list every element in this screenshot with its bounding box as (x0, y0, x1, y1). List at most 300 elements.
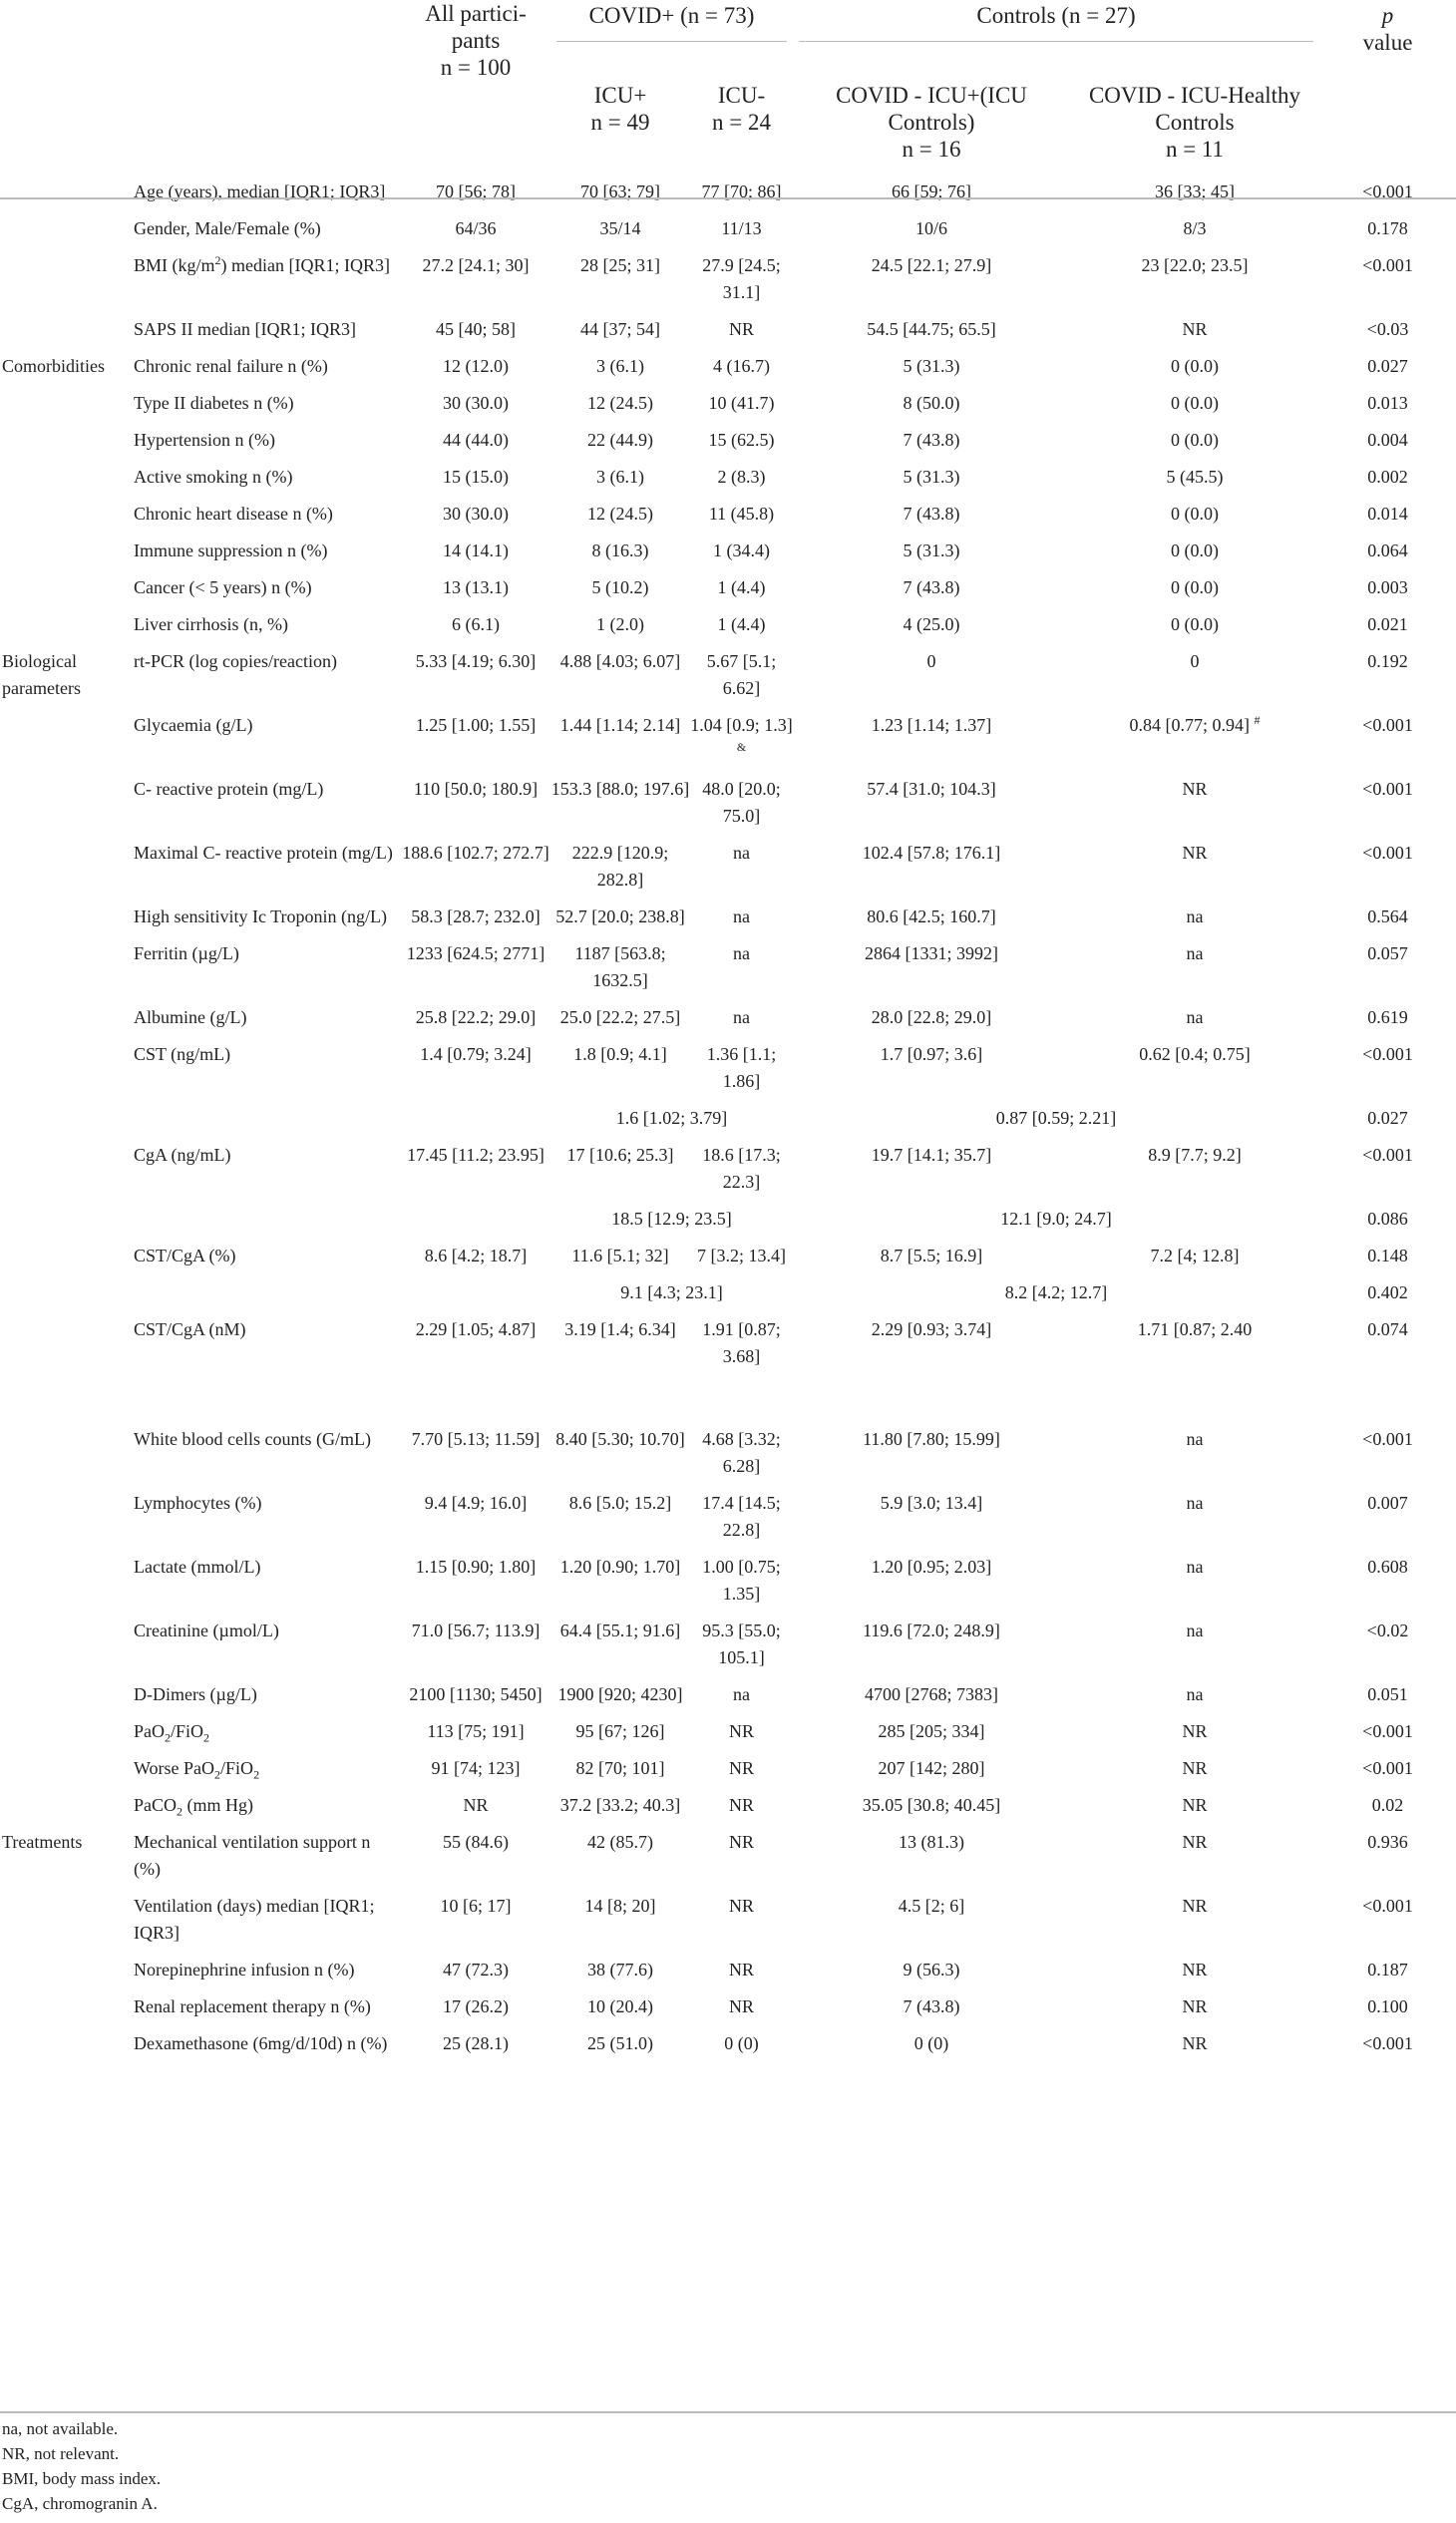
row-variable: Chronic renal failure n (%) (134, 356, 328, 376)
row-variable: Lymphocytes (%) (134, 1493, 262, 1513)
table-row (0, 1142, 1456, 1206)
cell-p-value: 0.564 (1367, 906, 1408, 926)
cell-all: 12 (12.0) (443, 356, 509, 376)
cell-covid-neg-healthy: 7.2 [4; 12.8] (1150, 1246, 1240, 1265)
cell-all (401, 1105, 550, 1142)
cell-covid-neg-healthy: 0.84 [0.77; 0.94] # (1129, 713, 1261, 735)
cell-covid-neg-icu: 4.5 [2; 6] (898, 1896, 965, 1916)
cell-covid-neg-healthy: NR (1182, 1721, 1208, 1741)
table-row (0, 390, 1456, 427)
cell-icu-negative: 1.91 [0.87; 3.68] (702, 1319, 781, 1366)
cell-all: 13 (13.1) (443, 577, 509, 597)
cell-icu-negative: 77 [70; 86] (701, 181, 782, 201)
cell-p-value: 0.074 (1367, 1319, 1408, 1339)
cell-icu-positive: 10 (20.4) (587, 1996, 653, 2016)
row-variable: Lactate (mmol/L) (134, 1557, 261, 1577)
row-variable: Hypertension n (%) (134, 430, 275, 450)
table-row (0, 316, 1456, 353)
cell-icu-positive: 64.4 [55.1; 91.6] (559, 1621, 681, 1640)
row-variable (130, 1206, 401, 1243)
cell-covid-neg-icu: 2.29 [0.93; 3.74] (871, 1319, 992, 1339)
cell-covid-combined: 18.5 [12.9; 23.5] (611, 1209, 732, 1229)
cell-p-value: 0.100 (1367, 1996, 1408, 2016)
cell-covid-neg-healthy: NR (1182, 1795, 1208, 1815)
row-variable: Glycaemia (g/L) (134, 715, 253, 735)
cell-covid-neg-healthy: NR (1182, 779, 1208, 799)
cell-icu-negative: NR (728, 1832, 754, 1852)
table-row (0, 1718, 1456, 1755)
row-category: Comorbidities (2, 356, 105, 376)
cell-icu-positive: 5 (10.2) (591, 577, 649, 597)
cell-icu-negative: 0 (0) (724, 2033, 759, 2053)
cell-p-value: 0.086 (1367, 1209, 1408, 1229)
cell-covid-neg-icu: 66 [59; 76] (892, 181, 971, 201)
table-row (0, 1426, 1456, 1490)
cell-covid-neg-icu: 80.6 [42.5; 160.7] (867, 906, 996, 926)
row-variable: High sensitivity Ic Troponin (ng/L) (134, 906, 388, 926)
table-row (0, 1554, 1456, 1618)
cell-covid-neg-healthy: 1.71 [0.87; 2.40 (1137, 1319, 1253, 1339)
table-body (0, 163, 1456, 2067)
cell-p-value: <0.03 (1366, 319, 1409, 339)
table-row (0, 574, 1456, 611)
row-category (0, 316, 130, 353)
header-all-participants: All partici- pants n = 100 (425, 1, 527, 80)
cell-icu-negative: 11/13 (721, 218, 762, 238)
table-row (0, 1041, 1456, 1105)
cell-covid-neg-icu: 285 [205; 334] (878, 1721, 985, 1741)
cell-p-value: 0.002 (1367, 467, 1408, 487)
cell-covid-neg-icu: 8 (50.0) (903, 393, 960, 413)
cell-all: NR (463, 1795, 489, 1815)
table-row (0, 776, 1456, 840)
cell-p-value: 0.064 (1367, 541, 1408, 560)
row-variable: Immune suppression n (%) (134, 541, 328, 560)
cell-all: 25 (28.1) (443, 2033, 509, 2053)
row-variable: PaCO$_2$ (mm Hg) (134, 1795, 254, 1819)
cell-icu-positive: 70 [63; 79] (580, 181, 660, 201)
footnote: CgA, chromogranin A. (2, 2494, 158, 2513)
cell-covid-neg-healthy: 5 (45.5) (1166, 467, 1224, 487)
cell-icu-positive: 28 [25; 31] (580, 255, 660, 275)
header-rule (0, 197, 1456, 199)
row-category (0, 2030, 130, 2067)
footnote: NR, not relevant. (2, 2444, 120, 2463)
cell-icu-negative: NR (728, 319, 754, 339)
table-row (0, 1490, 1456, 1554)
header-covid-neg-healthy-controls: COVID - ICU-Healthy Controls n = 11 (1088, 83, 1301, 162)
cell-p-value: 0.178 (1367, 218, 1408, 238)
cell-icu-negative: NR (728, 1896, 754, 1916)
cell-covid-neg-icu: 5 (31.3) (903, 541, 960, 560)
row-category (0, 712, 130, 776)
row-category (0, 1490, 130, 1554)
cell-covid-neg-icu: 57.4 [31.0; 104.3] (867, 779, 996, 799)
cell-all: 113 [75; 191] (427, 1721, 525, 1741)
table-row (0, 1618, 1456, 1681)
cell-p-value: 0.014 (1367, 504, 1408, 524)
row-category (0, 1681, 130, 1718)
row-variable: BMI $(kg/m^2)$ median [IQR1; IQR3] (134, 253, 390, 275)
cell-all: 188.6 [102.7; 272.7] (402, 843, 549, 863)
cell-icu-positive: 42 (85.7) (587, 1832, 653, 1852)
cell-icu-negative: 15 (62.5) (708, 430, 775, 450)
cell-icu-positive: 35/14 (599, 218, 641, 238)
table-row (0, 1316, 1456, 1380)
cell-icu-negative: na (733, 906, 750, 926)
cell-p-value: <0.001 (1362, 1896, 1413, 1916)
row-variable: White blood cells counts (G/mL) (134, 1429, 371, 1449)
cell-all: 64/36 (455, 218, 497, 238)
row-category (0, 538, 130, 574)
cell-icu-negative: 1 (4.4) (717, 577, 766, 597)
cell-p-value: <0.001 (1362, 181, 1413, 201)
row-category (0, 1243, 130, 1279)
cell-all: 91 [74; 123] (431, 1758, 521, 1778)
row-category (0, 1755, 130, 1792)
row-category: Biological parameters (2, 651, 81, 698)
cell-all: 5.33 [4.19; 6.30] (415, 651, 537, 671)
table-row (0, 1243, 1456, 1279)
table-row (0, 1792, 1456, 1829)
cell-icu-positive: 52.7 [20.0; 238.8] (555, 906, 685, 926)
cell-covid-neg-icu: 13 (81.3) (899, 1832, 964, 1852)
row-variable: CST/CgA (nM) (134, 1319, 246, 1339)
row-category (0, 1426, 130, 1490)
row-variable: SAPS II median [IQR1; IQR3] (134, 319, 356, 339)
cell-p-value: 0.187 (1367, 1960, 1408, 1980)
row-category (0, 1041, 130, 1105)
cell-covid-neg-healthy: na (1186, 1621, 1204, 1640)
row-category (0, 1718, 130, 1755)
cell-p-value: 0.936 (1367, 1832, 1408, 1852)
cell-icu-positive: 25.0 [22.2; 27.5] (559, 1007, 681, 1027)
row-variable: Mechanical ventilation support n (%) (134, 1832, 371, 1879)
cell-all: 30 (30.0) (443, 393, 509, 413)
cell-covid-neg-healthy: na (1186, 1684, 1204, 1704)
cell-icu-negative: na (733, 1007, 750, 1027)
table-row (0, 353, 1456, 390)
cell-covid-neg-icu: 5.9 [3.0; 13.4] (880, 1493, 983, 1513)
cell-covid-neg-healthy: 0 (0.0) (1171, 504, 1219, 524)
cell-icu-positive: 153.3 [88.0; 197.6] (550, 779, 690, 799)
cell-icu-negative: na (733, 943, 750, 963)
cell-all: 9.4 [4.9; 16.0] (424, 1493, 528, 1513)
cell-all: 55 (84.6) (443, 1832, 509, 1852)
table-row (0, 648, 1456, 712)
row-category (0, 611, 130, 648)
row-variable: Dexamethasone (6mg/d/10d) n (%) (134, 2033, 388, 2053)
row-category (0, 1792, 130, 1829)
cell-all: 27.2 [24.1; 30] (422, 255, 530, 275)
row-category (0, 1279, 130, 1316)
cell-covid-neg-healthy: 0.62 [0.4; 0.75] (1139, 1044, 1251, 1064)
cell-covid-neg-icu: 5 (31.3) (903, 356, 960, 376)
row-category (0, 1316, 130, 1380)
cell-covid-neg-healthy: 8/3 (1183, 218, 1207, 238)
cell-icu-negative: 5.67 [5.1; 6.62] (706, 651, 777, 698)
cell-icu-negative: 4 (16.7) (713, 356, 770, 376)
table-row (0, 427, 1456, 464)
row-category (0, 252, 130, 316)
row-category (0, 940, 130, 1004)
cell-covid-neg-icu: 24.5 [22.1; 27.9] (871, 255, 992, 275)
cell-icu-negative: 1.00 [0.75; 1.35] (702, 1557, 781, 1604)
row-variable: Albumine (g/L) (134, 1007, 247, 1027)
cell-icu-positive: 3.19 [1.4; 6.34] (564, 1319, 676, 1339)
cell-covid-neg-healthy: NR (1182, 319, 1208, 339)
row-variable (130, 1279, 401, 1316)
row-category (0, 1105, 130, 1142)
cell-p-value: 0.608 (1367, 1557, 1408, 1577)
header-p-value: p value (1362, 3, 1413, 55)
cell-p-value: <0.001 (1362, 843, 1413, 863)
cell-icu-positive: 12 (24.5) (587, 393, 653, 413)
cell-covid-neg-healthy: 0 (0.0) (1171, 577, 1219, 597)
row-variable: CgA (ng/mL) (134, 1145, 231, 1165)
header-covid-neg-icu-controls: COVID - ICU+(ICU Controls) n = 16 (836, 83, 1027, 162)
cell-covid-neg-healthy: NR (1182, 1960, 1208, 1980)
cell-all: 25.8 [22.2; 29.0] (415, 1007, 537, 1027)
cell-p-value: 0.619 (1367, 1007, 1408, 1027)
cell-covid-neg-healthy: na (1186, 1429, 1204, 1449)
row-category (0, 1142, 130, 1206)
cell-p-value: 0.013 (1367, 393, 1408, 413)
cell-covid-neg-healthy: na (1186, 1557, 1204, 1577)
row-category (0, 1004, 130, 1041)
table-row (0, 1993, 1456, 2030)
row-variable: C- reactive protein (mg/L) (134, 779, 324, 799)
row-category (0, 1618, 130, 1681)
cell-all: 1.4 [0.79; 3.24] (420, 1044, 532, 1064)
cell-icu-positive: 44 [37; 54] (580, 319, 660, 339)
cell-all: 14 (14.1) (443, 541, 509, 560)
cell-covid-neg-healthy: na (1186, 1007, 1204, 1027)
cell-icu-negative: NR (728, 1996, 754, 2016)
table-row (0, 252, 1456, 316)
row-category (0, 574, 130, 611)
cell-all: 17 (26.2) (443, 1996, 509, 2016)
cell-icu-negative: 11 (45.8) (708, 504, 775, 524)
row-variable: Ferritin (µg/L) (134, 943, 239, 963)
cell-all: 71.0 [56.7; 113.9] (411, 1621, 541, 1640)
table-header (0, 0, 1456, 163)
row-category (0, 215, 130, 252)
cell-icu-negative: NR (728, 1960, 754, 1980)
cell-p-value: 0.004 (1367, 430, 1408, 450)
cell-covid-neg-healthy: 0 (0.0) (1171, 614, 1219, 634)
cell-controls-combined: 12.1 [9.0; 24.7] (1000, 1209, 1112, 1229)
cell-all: 1.25 [1.00; 1.55] (415, 715, 537, 735)
cell-covid-neg-healthy: 0 (0.0) (1171, 356, 1219, 376)
cell-icu-positive: 8.6 [5.0; 15.2] (568, 1493, 672, 1513)
row-category (0, 1554, 130, 1618)
cell-covid-neg-healthy: 0 (0.0) (1171, 430, 1219, 450)
cell-covid-neg-healthy: na (1186, 1493, 1204, 1513)
cell-all: 8.6 [4.2; 18.7] (424, 1246, 528, 1265)
row-category (0, 1993, 130, 2030)
cell-icu-negative: NR (728, 1795, 754, 1815)
cell-icu-positive: 17 [10.6; 25.3] (566, 1145, 674, 1165)
cell-all: 30 (30.0) (443, 504, 509, 524)
cell-icu-positive: 8.40 [5.30; 10.70] (555, 1429, 685, 1449)
row-category (0, 1206, 130, 1243)
cell-icu-positive: 1.8 [0.9; 4.1] (573, 1044, 667, 1064)
cell-icu-positive: 1 (2.0) (596, 614, 644, 634)
cell-p-value: <0.02 (1366, 1621, 1409, 1640)
cell-icu-positive: 82 [70; 101] (575, 1758, 665, 1778)
cell-p-value: 0.192 (1367, 651, 1408, 671)
cell-covid-neg-icu: 19.7 [14.1; 35.7] (871, 1145, 992, 1165)
cell-all: 6 (6.1) (452, 614, 500, 634)
row-category (0, 1957, 130, 1993)
cell-icu-positive: 11.6 [5.1; 32] (571, 1246, 669, 1265)
cell-p-value: <0.001 (1362, 1758, 1413, 1778)
row-variable: Liver cirrhosis (n, %) (134, 614, 288, 634)
row-variable: Age (years), median [IQR1; IQR3] (134, 181, 386, 201)
row-variable: D-Dimers (µg/L) (134, 1684, 257, 1704)
cell-icu-negative: na (733, 1684, 750, 1704)
table-row (0, 611, 1456, 648)
cell-p-value: <0.001 (1362, 255, 1413, 275)
table-row (0, 940, 1456, 1004)
table-row (0, 1004, 1456, 1041)
cell-covid-combined: 9.1 [4.3; 23.1] (620, 1282, 723, 1302)
cell-covid-neg-icu: 7 (43.8) (903, 577, 960, 597)
table-row (0, 840, 1456, 903)
cell-covid-neg-healthy: NR (1182, 1996, 1208, 2016)
cell-icu-negative: 10 (41.7) (708, 393, 775, 413)
cell-icu-positive: 222.9 [120.9; 282.8] (571, 843, 669, 890)
cell-all: 2.29 [1.05; 4.87] (415, 1319, 537, 1339)
cell-all: 15 (15.0) (443, 467, 509, 487)
table-row (0, 501, 1456, 538)
cell-covid-neg-icu: 8.7 [5.5; 16.9] (880, 1246, 983, 1265)
cell-covid-neg-healthy: NR (1182, 843, 1208, 863)
cell-icu-positive: 1187 [563.8; 1632.5] (574, 943, 666, 990)
cell-icu-negative: 95.3 [55.0; 105.1] (702, 1621, 781, 1667)
cell-all: 17.45 [11.2; 23.95] (407, 1145, 545, 1165)
cell-icu-positive: 3 (6.1) (596, 467, 644, 487)
cell-all: 1233 [624.5; 2771] (406, 943, 546, 963)
cell-covid-neg-icu: 1.7 [0.97; 3.6] (880, 1044, 983, 1064)
cell-icu-negative: 48.0 [20.0; 75.0] (702, 779, 781, 826)
row-category (0, 501, 130, 538)
cell-icu-negative: 1 (4.4) (717, 614, 766, 634)
row-variable: rt-PCR (log copies/reaction) (134, 651, 337, 671)
row-category (0, 390, 130, 427)
row-variable: Norepinephrine infusion n (%) (134, 1960, 355, 1980)
cell-covid-neg-healthy: na (1186, 906, 1204, 926)
cell-covid-neg-healthy: NR (1182, 1758, 1208, 1778)
cell-controls-combined: 8.2 [4.2; 12.7] (1004, 1282, 1108, 1302)
cell-all: 110 [50.0; 180.9] (413, 779, 539, 799)
table-row (0, 1206, 1456, 1243)
header-covid-group: COVID+ (n = 73) (550, 0, 793, 68)
footnote-mark: # (1254, 713, 1261, 727)
cell-covid-neg-healthy: 23 [22.0; 23.5] (1141, 255, 1249, 275)
cell-icu-positive: 12 (24.5) (587, 504, 653, 524)
cell-icu-negative: 1.04 [0.9; 1.3] & (690, 715, 793, 754)
cell-all: 58.3 [28.7; 232.0] (411, 906, 541, 926)
cell-covid-neg-icu: 2864 [1331; 3992] (865, 943, 998, 963)
cell-all: 1.15 [0.90; 1.80] (415, 1557, 537, 1577)
row-category (0, 776, 130, 840)
cell-p-value: <0.001 (1362, 1429, 1413, 1449)
cell-all: 2100 [1130; 5450] (409, 1684, 543, 1704)
row-category (0, 464, 130, 501)
cell-covid-neg-icu: 102.4 [57.8; 176.1] (862, 843, 1001, 863)
cell-p-value: <0.001 (1362, 715, 1413, 735)
row-variable: Type II diabetes n (%) (134, 393, 294, 413)
cell-p-value: 0.051 (1367, 1684, 1408, 1704)
row-category: Treatments (2, 1832, 83, 1852)
row-variable: Maximal C- reactive protein (mg/L) (134, 843, 393, 863)
row-variable: Ventilation (days) median [IQR1; IQR3] (134, 1896, 375, 1943)
table-row (0, 1957, 1456, 1993)
cell-icu-negative: 7 [3.2; 13.4] (697, 1246, 786, 1265)
cell-p-value: 0.027 (1367, 356, 1408, 376)
footnote-mark: & (736, 740, 747, 754)
cell-covid-neg-icu: 1.20 [0.95; 2.03] (871, 1557, 992, 1577)
row-variable: CST/CgA (%) (134, 1246, 236, 1265)
row-category (0, 903, 130, 940)
table-row (0, 464, 1456, 501)
cell-icu-negative: 17.4 [14.5; 22.8] (702, 1493, 781, 1540)
cell-icu-positive: 95 [67; 126] (575, 1721, 665, 1741)
footnote: na, not available. (2, 2419, 119, 2438)
table-row (0, 215, 1456, 252)
header-icu-positive: ICU+ n = 49 (590, 83, 650, 135)
cell-covid-neg-icu: 0 (0) (913, 2033, 949, 2053)
cell-p-value: 0.003 (1367, 577, 1408, 597)
cell-covid-neg-healthy: 0 (0.0) (1171, 393, 1219, 413)
row-variable: Creatinine (µmol/L) (134, 1621, 279, 1640)
cell-icu-positive: 22 (44.9) (587, 430, 653, 450)
footnote: BMI, body mass index. (2, 2469, 162, 2488)
cell-covid-neg-icu: 7 (43.8) (903, 1996, 960, 2016)
row-category (0, 840, 130, 903)
row-variable: Active smoking n (%) (134, 467, 293, 487)
row-category (0, 1893, 130, 1957)
row-variable: Cancer (< 5 years) n (%) (134, 577, 312, 597)
cell-icu-negative: 18.6 [17.3; 22.3] (702, 1145, 781, 1192)
cell-covid-neg-icu: 11.80 [7.80; 15.99] (863, 1429, 1000, 1449)
cell-all: 44 (44.0) (443, 430, 509, 450)
cell-covid-neg-icu: 28.0 [22.8; 29.0] (871, 1007, 992, 1027)
cell-covid-neg-healthy: NR (1182, 1832, 1208, 1852)
cell-all: 7.70 [5.13; 11.59] (411, 1429, 541, 1449)
cell-icu-positive: 1.44 [1.14; 2.14] (559, 715, 681, 735)
cell-icu-positive: 1.20 [0.90; 1.70] (559, 1557, 681, 1577)
row-variable: Renal replacement therapy n (%) (134, 1996, 371, 2016)
cell-covid-neg-icu: 4 (25.0) (903, 614, 960, 634)
cell-icu-positive: 8 (16.3) (591, 541, 649, 560)
cell-p-value: 0.02 (1371, 1795, 1404, 1815)
cell-p-value: 0.148 (1367, 1246, 1408, 1265)
table-row (0, 903, 1456, 940)
cell-covid-neg-icu: 1.23 [1.14; 1.37] (871, 715, 992, 735)
cell-covid-neg-icu: 119.6 [72.0; 248.9] (863, 1621, 1000, 1640)
cell-covid-neg-icu: 4700 [2768; 7383] (865, 1684, 998, 1704)
cell-icu-negative: NR (728, 1758, 754, 1778)
cell-all: 10 [6; 17] (440, 1896, 512, 1916)
cell-all: 45 [40; 58] (436, 319, 516, 339)
row-variable: PaO$_2$/FiO$_2$ (134, 1721, 210, 1745)
cell-p-value: <0.001 (1362, 1145, 1413, 1165)
cell-p-value: <0.001 (1362, 1721, 1413, 1741)
table-row (0, 1279, 1456, 1316)
